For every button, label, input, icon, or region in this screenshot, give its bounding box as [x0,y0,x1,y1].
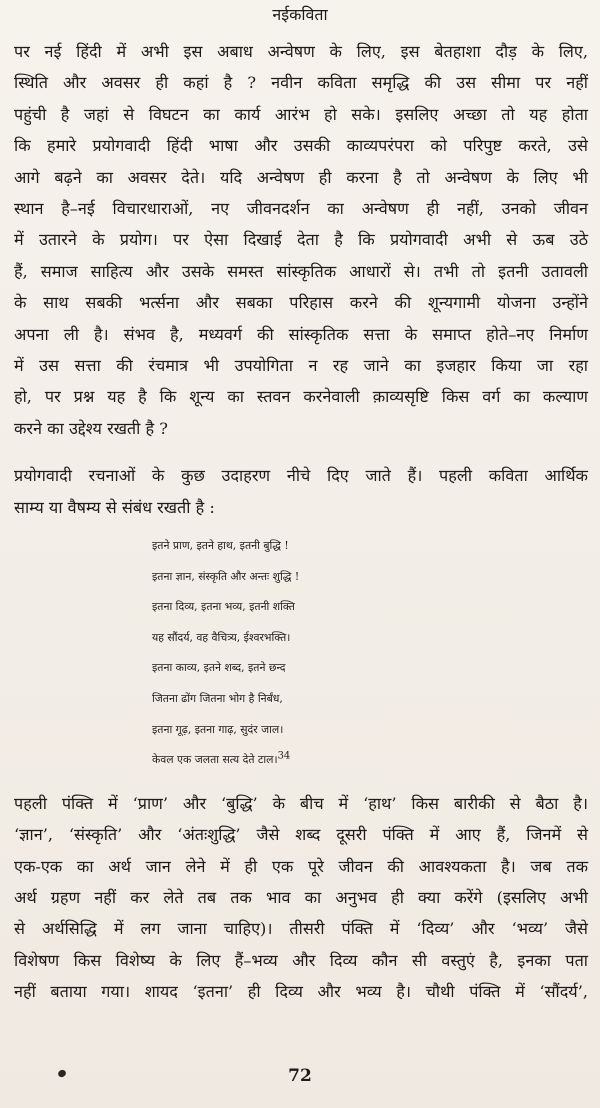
text-line: पहली पंक्ति में ‘प्राण’ और ‘बुद्धि’ के बीच में ‘हाथ’ किस बारीकी से बैठा है। [14,793,588,813]
text-line: से अर्थसिद्धि में लग जाना चाहिए)। तीसरी पंक्ति में ‘दिव्य’ और ‘भव्य’ जैसे [14,919,588,939]
text-line: नहीं बताया गया। शायद ‘इतना’ ही दिव्य और भव्य है। चौथी पंक्ति में ‘सौंदर्य’, [14,982,588,1002]
text-line: स्थान है–नई विचारधाराओं, नए जीवनदर्शन का अन्वेषण ही नहीं, उनको जीवन [14,199,588,219]
poem-line: इतने प्राण, इतने हाथ, इतनी बुद्धि ! [152,539,289,553]
paragraph-1 [14,36,588,444]
text-line: अर्थ ग्रहण नहीं कर लेते तब तक भाव का अनुभव ही क्या करेंगे (इसलिए अभी [14,888,588,908]
text-line: एक-एक का अर्थ जान लेने में ही एक पूरे जीवन की आवश्यकता है। जब तक [14,856,588,876]
running-head: नईकविता [272,5,328,24]
text-line: हो, पर प्रश्न यह है कि शून्य का स्तवन करनेवाली क़ाव्यसृष्टि किस वर्ग का कल्याण [14,387,588,407]
poem-line-text: केवल एक जलता सत्य देते टाल। [152,753,278,767]
text-line: में उतारने के प्रयोग। पर ऐसा दिखाई देता है कि प्रयोगवादी अभी से ऊब उठे [14,230,588,250]
text-line: पर नई हिंदी में अभी इस अबाध अन्वेषण के लिए, इस बेतहाशा दौड़ के लिए, [14,42,588,61]
poem-line: इतना काव्य, इतने शब्द, इतने छन्द [152,661,286,675]
text-line: हैं, समाज साहित्य और उसके समस्त सांस्कृतिक आधारों से। तभी तो इतनी उतावली [14,261,588,281]
poem-quote [152,531,588,776]
poem-line-last [152,745,588,776]
paragraph-2 [14,460,588,523]
text-line: साम्य या वैषम्य से संबंध रखती है : [14,497,215,517]
text-line: के साथ सबकी भर्त्सना और सबका परिहास करने की शून्यगामी योजना उन्होंने [14,293,588,313]
text-line: स्थिति और अवसर ही कहां है ? नवीन कविता समृद्धि की उस सीमा पर नहीं [14,73,588,93]
text-line: करने का उद्देश्य रखती है ? [14,418,168,438]
poem-line: इतना गूढ़, इतना गाढ़, सुदंर जाल। [152,722,284,736]
text-line: ‘ज्ञान’, ‘संस्कृति’ और ‘अंतःशुद्धि’ जैसे शब्द दूसरी पंक्ति में आए हैं, जिनमें से [14,825,588,845]
poem-line: जितना ढोंग जितना भोग है निर्बंध, [152,692,283,706]
page-body [14,36,588,1008]
poem-line: इतना दिव्य, इतना भव्य, इतनी शक्ति [152,600,295,614]
text-line: आगे बढ़ने का अवसर देते। यदि अन्वेषण ही करना है तो अन्वेषण के लिए भी [14,167,588,187]
text-line: पहुंची है जहां से विघटन का कार्य आरंभ हो सके। इसलिए अच्छा तो यह होता [14,104,588,124]
text-line: कि हमारे प्रयोगवादी हिंदी भाषा और उसकी काव्यपरंपरा को परिपुष्ट करते, उसे [14,136,588,156]
footnote-marker: 34 [277,750,291,762]
poem-line: यह सौंदर्य, वह वैचित्र्य, ईश्वरभक्ति। [152,630,291,644]
text-line: में उस सत्ता की रंचमात्र भी उपयोगिता न रह जाने का इजहार किया जा रहा [14,356,588,376]
paragraph-3 [14,788,588,1008]
poem-line: इतना ज्ञान, संस्कृति और अन्तः शुद्धि ! [152,569,300,583]
text-line: विशेषण किस विशेष्य के लिए हैं–भव्य और दिव्य कौन सी वस्तुएं है, इनका पता [14,950,588,970]
text-line: प्रयोगवादी रचनाओं के कुछ उदाहरण नीचे दिए जाते हैं। पहली कविता आर्थिक [14,466,588,486]
page-number: 72 [288,1066,312,1086]
text-line: अपना ली है। संभव है, मध्यवर्ग की सांस्कृतिक सत्ता के समाप्त होते–नए निर्माण [14,324,588,344]
